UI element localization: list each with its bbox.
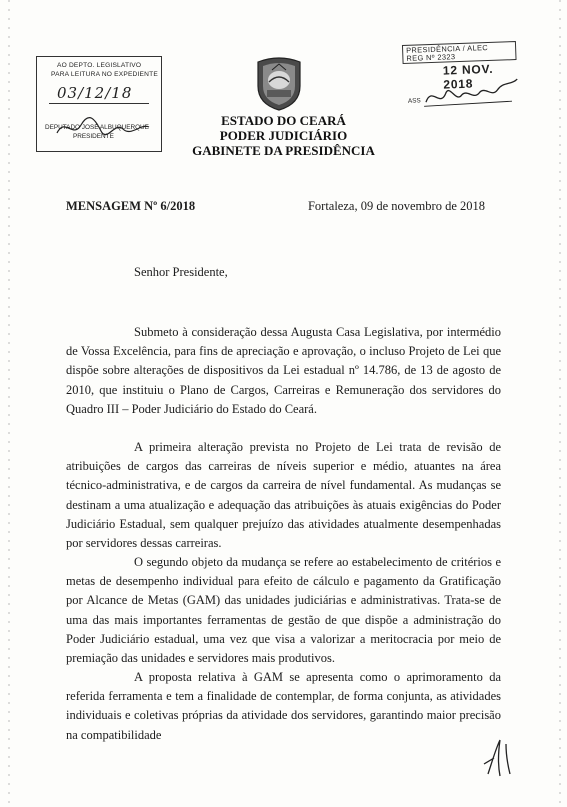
stamp-line-3: DEPUTADO JOSÉ ALBUQUERQUE	[45, 124, 149, 131]
stamp-line-2: PARA LEITURA NO EXPEDIENTE	[51, 71, 158, 78]
state-coat-of-arms-icon	[254, 56, 304, 112]
protocol-ass-label: ASS	[407, 97, 421, 105]
stamp-line-1: AO DEPTO. LEGISLATIVO	[57, 62, 142, 69]
paragraph-2: A primeira alteração prevista no Projeto de Lei trata de revisão de atribuições de cargos das carreiras de níveis superior e médio, atuantes na área técnico-administrativa, e de cargos da carreira de nível fundamental. As mudanças se destinam a uma atualização e adequação das atribuições às atuais exigências do Poder Judiciário Estadual, sem qualquer prejuízo das atividades atualmente desempenhadas por servidores dessas carreiras.	[66, 440, 501, 551]
stamp-line-4: PRESIDENTE	[73, 133, 114, 140]
stamp-handwritten-date: 03/12/18	[57, 84, 133, 102]
place-date: Fortaleza, 09 de novembro de 2018	[307, 199, 485, 213]
header-cabinet: GABINETE DA PRESIDÊNCIA	[192, 143, 375, 158]
stamp-divider	[49, 103, 149, 104]
protocol-stamp	[396, 41, 524, 107]
header-state: ESTADO DO CEARÁ	[221, 113, 346, 128]
paragraph-3: O segundo objeto da mudança se refere ao estabelecimento de critérios e metas de desempenho individual para efeito de cálculo e pagamento da Gratificação por Alcance de Metas (GAM) das unidades judiciárias e administrativas. Trata-se de uma das mais importantes ferramentas de gestão de que dispõe a administração do Poder Judiciário estadual, uma vez que visa a valorizar a meritocracia por meio de premiação das unidades e servidores mais produtivos.	[66, 555, 501, 666]
paragraph-4: A proposta relativa à GAM se apresenta como o aprimoramento da referida ferramenta e tem a finalidade de contemplar, de forma conjunta, as atividades individuais e coletivas próprias da atividade dos servidores, garantindo maior precisão na compatibilidade	[66, 670, 501, 742]
protocol-date: 12 NOV. 2018	[442, 61, 494, 92]
salutation: Senhor Presidente,	[134, 265, 228, 279]
initials-rubric-icon	[480, 734, 520, 780]
protocol-line-1: PRESIDÊNCIA / ALEC	[405, 43, 489, 55]
header-judiciary: PODER JUDICIÁRIO	[219, 128, 348, 143]
message-number: MENSAGEM Nº 6/2018	[66, 199, 196, 213]
paragraph-1: Submeto à consideração dessa Augusta Casa Legislativa, por intermédio de Vossa Excelência, para fins de apreciação e aprovação, o incluso Projeto de Lei que dispõe sobre alterações de dispositivos da Lei estadual nº 14.786, de 13 de agosto de 2010, que instituiu o Plano de Cargos, Carreiras e Remuneração dos servidores do Quadro III – Poder Judiciário do Estado do Ceará.	[66, 325, 501, 416]
protocol-line-2: REG Nº 2323	[406, 52, 456, 63]
handwritten-signature-icon	[421, 77, 522, 110]
